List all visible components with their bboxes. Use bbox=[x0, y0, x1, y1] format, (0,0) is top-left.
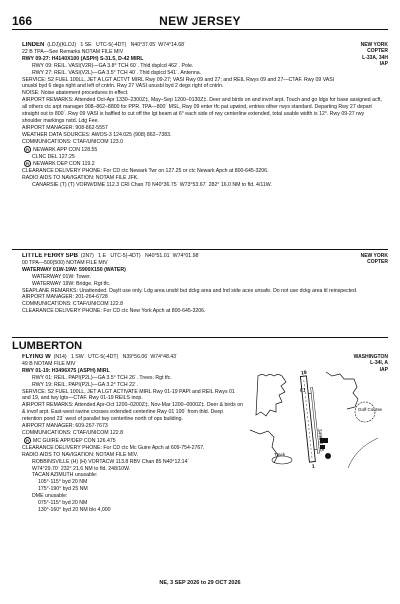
linden-rwy09: RWY 09: REIL. VASI(V2R)—GA 3.8° TCH 60´. Thld dsplcd 462´. Pole. bbox=[32, 62, 194, 69]
road bbox=[348, 438, 378, 468]
flying-w-dme-1: 075°-115° byd 20 NM bbox=[38, 500, 88, 507]
flying-w-dist: 1 SW bbox=[70, 354, 84, 360]
little-ferry-chart-refs bbox=[361, 253, 388, 266]
linden-manager: AIRPORT MANAGER: 908-862-5557 bbox=[22, 124, 108, 131]
separator bbox=[12, 337, 388, 338]
airport-diagram-svg bbox=[248, 368, 388, 470]
header-rule bbox=[12, 29, 388, 30]
page-header bbox=[0, 0, 400, 30]
little-ferry-elev-line: 00 TPA—500(500) NOTAM FILE MIV bbox=[22, 259, 108, 266]
flying-w-clearance: CLEARANCE DELIVERY PHONE: For CD ctc Mc Guire Apch at 609-754-2767. bbox=[22, 444, 205, 451]
flying-w-ref-2: L-34I, A bbox=[370, 360, 388, 367]
little-ferry-comm: COMMUNICATIONS: CTAF/UNICOM 122.8 bbox=[22, 301, 123, 308]
runway-dimension-label: 3496 X bbox=[316, 428, 324, 445]
flying-w-utc: UTC-5(-4DT) bbox=[88, 354, 119, 360]
rotating-beacon-icon bbox=[325, 453, 331, 459]
flying-w-coords: N39°56.06´ W74°48.43´ bbox=[122, 354, 178, 360]
little-ferry-ref-2: COPTER bbox=[367, 259, 388, 266]
flying-w-navaid-header: RADIO AIDS TO NAVIGATION: NOTAM FILE MIV. bbox=[22, 451, 139, 458]
linden-weather: WEATHER DATA SOURCES: AWOS-3 124.025 (908) 862–7383. bbox=[22, 131, 172, 138]
runway-end-19: 19 bbox=[300, 369, 307, 377]
flying-w-tacan-1: 105°-115° byd 20 NM bbox=[38, 479, 88, 486]
golf-course-outline bbox=[355, 402, 375, 422]
linden-runway: RWY 09-27: H4140X100 (ASPH) S-31.5, D-42 MIRL bbox=[22, 55, 144, 62]
little-ferry-coords: N40°51.01´ W74°01.98´ bbox=[144, 253, 201, 259]
linden-navaid-header: RADIO AIDS TO NAVIGATION: NOTAM FILE JFK. bbox=[22, 175, 139, 182]
track-label: Track bbox=[274, 452, 286, 457]
golf-label: Golf Course bbox=[358, 407, 383, 412]
linden-elev-line: 22 B TPA—See Remarks NOTAM FILE MIV bbox=[22, 48, 124, 55]
little-ferry-ww19: WATERWAY 19W: Bridge. Rgt tfc. bbox=[32, 280, 111, 287]
tree-line bbox=[250, 430, 278, 463]
linden-chart-refs bbox=[361, 42, 388, 68]
flying-w-remarks: AIRPORT REMARKS: Attended Apr-Oct 1200–0200Z‡, Nov-Mar 1200–0000Z‡. Deer & birds on & invof arpt. East-west ravine crosses extended centerline Rwy 01 100´ from thld. Deep retention pond 23´ west of parallel twy centerline north of ops building. bbox=[22, 402, 243, 423]
flying-w-service: SERVICE: S2 FUEL 100LL, JET A LGT ACTIVATE MIRL Rwy 01-19 PAPI and REIL Rwys 01 and 19, and twy lgts—CTAF. Rwy 01-19 REILS inop. bbox=[22, 388, 235, 402]
flying-w-rwy19: RWY 19: REIL. PAPI(P2L)—GA 3.2° TCH 22´. bbox=[32, 381, 139, 388]
linden-name: LINDEN bbox=[22, 42, 45, 48]
flying-w-dme-2: 130°-160° byd 20 NM blo 4,000 bbox=[38, 506, 111, 513]
flying-w-comm: COMMUNICATIONS: CTAF/UNICOM 122.8 bbox=[22, 429, 123, 436]
airport-little-ferry bbox=[12, 253, 388, 315]
linden-dep: NEWARK DEP CON 119.2 bbox=[33, 161, 95, 168]
little-ferry-dist: 1 E bbox=[98, 253, 107, 259]
linden-remarks: AIRPORT REMARKS: Attended Oct-Apr 1330–2300Z‡, May–Sep 1200–0130Z‡. Deer and birds on and invof arpt. Touch and go ldgs for base assigned acft, all others ctc arpt manager 908–862–8800 for PPR. TPA—800´ MSL, Rwy 09 enter tfc pat upwind, entries other rwys standard. Departing Rwy 27 depart straight out to 800´. Rwy 09 VASI is baffled to cut off the lgt beam at 6° each side of rwy centerline extended, total usable width is 12°. Rwy 09-27 rwy shoulder markings nstd. Ldg Fee. bbox=[22, 97, 382, 124]
flying-w-runway: RWY 01-19: H3496X75 (ASPH) MIRL bbox=[22, 367, 110, 374]
tree-line bbox=[326, 372, 358, 409]
little-ferry-title-line bbox=[12, 253, 388, 260]
linden-navaid: CANARSIE (T) (T) VORW/DME 112.3 CRI Chan 70 N40°36.75´ W73°53.67´ 282° 16.0 NM to fld. 4/11W. bbox=[32, 182, 272, 189]
tree-line bbox=[256, 375, 286, 417]
flying-w-name: FLYING W bbox=[22, 354, 51, 360]
flying-w-ident: (N14) bbox=[53, 354, 67, 360]
linden-clearance: CLEARANCE DELIVERY PHONE: For CD ctc Newark Twr on 127.25 or ctc Newark Apch at 800-645-3206. bbox=[22, 168, 269, 175]
building bbox=[320, 445, 325, 449]
field-elevation: 61 bbox=[300, 388, 306, 394]
little-ferry-utc: UTC-5(-4DT) bbox=[110, 253, 141, 259]
linden-ref-2: COPTER bbox=[367, 48, 388, 55]
linden-ref-1: NEW YORK bbox=[360, 42, 388, 48]
flying-w-dme: DME unusable: bbox=[32, 493, 68, 500]
city-lumberton: LUMBERTON bbox=[12, 340, 83, 352]
state-title: NEW JERSEY bbox=[159, 14, 241, 28]
flying-w-navaid-1: ROBBINSVILLE (H) (H) VORTACW 113.8 RBV Chan 85 N40°12.14´ bbox=[32, 458, 190, 465]
flying-w-tacan: TACAN AZIMUTH unusable: bbox=[32, 472, 98, 479]
flying-w-elev-line: 49 B NOTAM FILE MIV bbox=[22, 360, 76, 367]
airport-linden bbox=[12, 42, 388, 189]
radar-icon: R bbox=[24, 160, 31, 167]
little-ferry-waterway: WATERWAY 01W-19W: 5900X150 (WATER) bbox=[22, 266, 126, 273]
linden-app: NEWARK APP CON 128.55 bbox=[33, 146, 98, 153]
building bbox=[320, 438, 328, 443]
race-track bbox=[272, 456, 292, 464]
flying-w-title-line bbox=[12, 354, 388, 361]
flying-w-ref-3: IAP bbox=[379, 366, 388, 373]
linden-clnc: CLNC DEL 127.25 bbox=[32, 153, 75, 160]
flying-w-ref-1: WASHINGTON bbox=[353, 354, 388, 360]
flying-w-navaid-2: W74°29.70´ 232° 21.6 NM to fld. 248/10W. bbox=[32, 465, 131, 472]
linden-noise: NOISE: Noise abatement procedures in effect. bbox=[22, 90, 129, 97]
little-ferry-ident: (2N7) bbox=[80, 253, 94, 259]
linden-title-line bbox=[12, 42, 388, 49]
airport-diagram bbox=[248, 368, 388, 470]
flying-w-tacan-2: 175°-190° byd 25 NM bbox=[38, 486, 88, 493]
linden-utc: UTC-5(-4DT) bbox=[95, 42, 127, 48]
linden-service: SERVICE: S2 FUEL 100LL, JET A LGT ACTVT MIRL Rwy 09-27; VASI Rwy 09 and 27; and REIL Rwys 09 and 27—CTAF. Rwy 09 VASI unusbl byd 6 degs right and left of cntrln. Rwy 27 VASI unusbl byd 2 degs right of cntrln. bbox=[22, 76, 335, 90]
little-ferry-ww01: WATERWAY 01W: Tower. bbox=[32, 273, 91, 280]
flying-w-rwy01: RWY 01: REIL. PAPI(P2L)—GA 3.5° TCH 26´. Trees. Rgt tfc. bbox=[32, 374, 172, 381]
runway-group bbox=[300, 369, 326, 470]
little-ferry-seaplane-remarks: SEAPLANE REMARKS: Unattended. Daylt use only. Ldg area unsbl but dckg area and lnd side aces unsafe. Do not use dckg area til reinspected. bbox=[22, 287, 358, 294]
linden-ref-3: L-33A, 34H bbox=[362, 54, 388, 61]
little-ferry-ref-1: NEW YORK bbox=[360, 253, 388, 259]
linden-dist: 1 SE bbox=[80, 42, 92, 48]
linden-comm: COMMUNICATIONS: CTAF/UNICOM 123.0 bbox=[22, 138, 123, 145]
page-number: 166 bbox=[12, 14, 33, 28]
runway-end-01: 1 bbox=[311, 463, 315, 470]
flying-w-app: MC GUIRE APP/DEP CON 126.475 bbox=[33, 437, 116, 444]
little-ferry-manager: AIRPORT MANAGER: 201-264-6728 bbox=[22, 294, 108, 301]
linden-ref-4: IAP bbox=[379, 61, 388, 68]
radar-icon: R bbox=[24, 437, 31, 444]
linden-coords: N40°37.05´ W74°14.68´ bbox=[130, 42, 186, 48]
linden-rwy27: RWY 27: REIL. VASI(V2L)—GA 3.5° TCH 40´. Thld dsplcd 541´. Antenna. bbox=[32, 69, 202, 76]
little-ferry-name: LITTLE FERRY SPB bbox=[22, 253, 79, 259]
footer-effective-dates: NE, 3 SEP 2026 to 29 OCT 2026 bbox=[159, 580, 241, 586]
separator bbox=[12, 249, 388, 250]
linden-ident: (LDJ)(KLDJ) bbox=[47, 42, 77, 48]
radar-icon: R bbox=[24, 146, 31, 153]
little-ferry-clearance: CLEARANCE DELIVERY PHONE: For CD ctc New York Apch at 800-645-3206. bbox=[22, 308, 206, 315]
flying-w-manager: AIRPORT MANAGER: 609-267-7673 bbox=[22, 423, 108, 430]
